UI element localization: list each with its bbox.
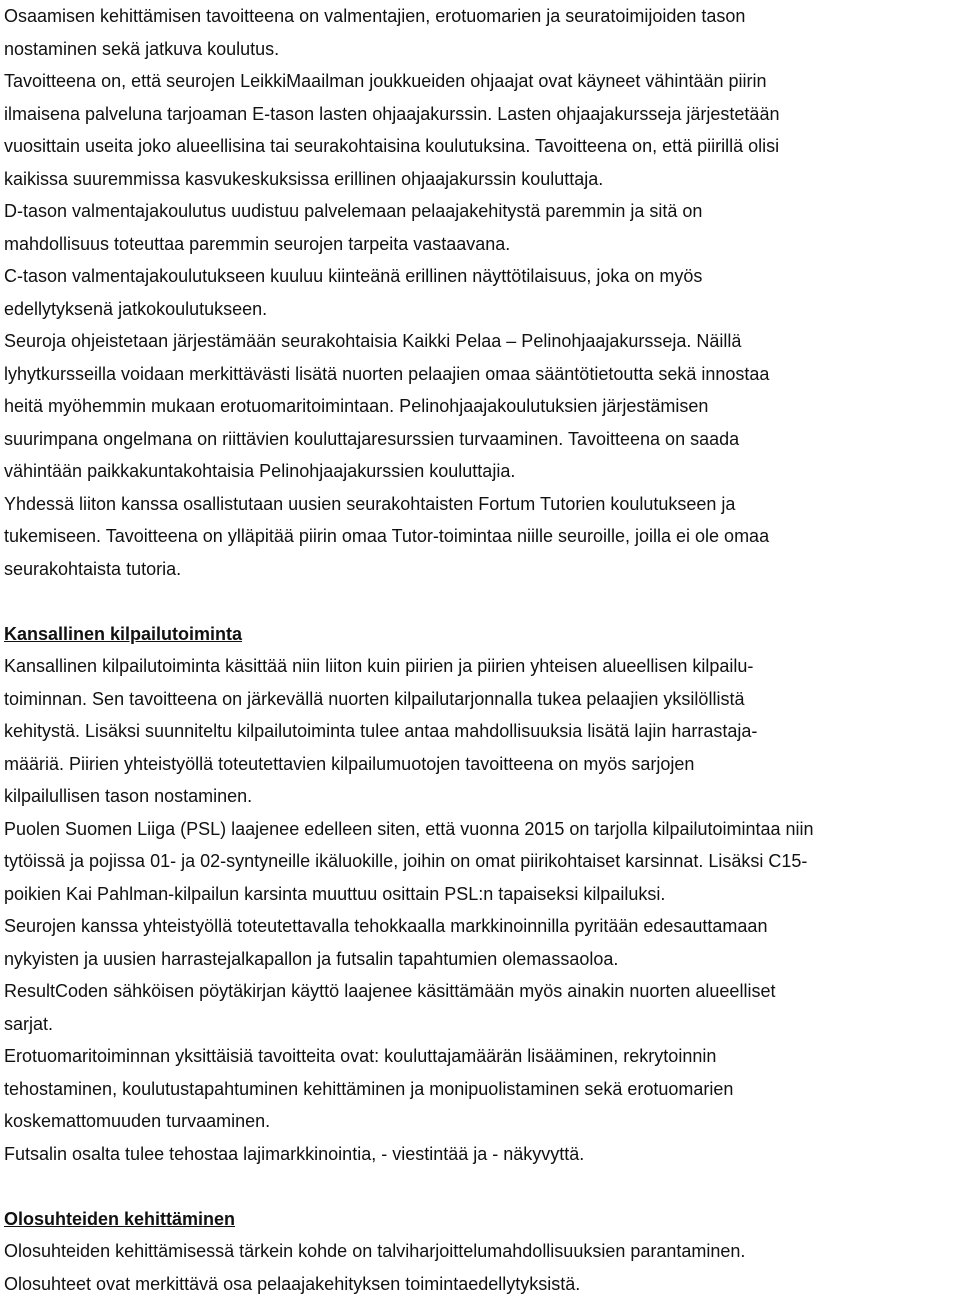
text-line: Seurojen kanssa yhteistyöllä toteutettavalla tehokkaalla markkinoinnilla pyritään edesauttamaan — [4, 910, 956, 943]
text-line: kehitystä. Lisäksi suunniteltu kilpailutoiminta tulee antaa mahdollisuuksia lisätä lajin harrastaja- — [4, 715, 956, 748]
text-line: toiminnan. Sen tavoitteena on järkevällä nuorten kilpailutarjonnalla tukea pelaajien yksilöllistä — [4, 683, 956, 716]
text-line: heitä myöhemmin mukaan erotuomaritoimintaan. Pelinohjaajakoulutuksien järjestämisen — [4, 390, 956, 423]
text-line: mahdollisuus toteuttaa paremmin seurojen tarpeita vastaavana. — [4, 228, 956, 261]
text-line: D-tason valmentajakoulutus uudistuu palvelemaan pelaajakehitystä paremmin ja sitä on — [4, 195, 956, 228]
text-line: seurakohtaista tutoria. — [4, 553, 956, 586]
text-line: Kansallinen kilpailutoiminta käsittää niin liiton kuin piirien ja piirien yhteisen alueellisen kilpailu- — [4, 650, 956, 683]
section-heading: Kansallinen kilpailutoiminta — [4, 618, 956, 651]
intro-section — [4, 0, 956, 585]
text-line: edellytyksenä jatkokoulutukseen. — [4, 293, 956, 326]
text-line: vuosittain useita joko alueellisina tai seurakohtaisina koulutuksina. Tavoitteena on, että piirillä olisi — [4, 130, 956, 163]
document-page — [4, 0, 956, 1300]
text-line: Erotuomaritoiminnan yksittäisiä tavoitteita ovat: kouluttajamäärän lisääminen, rekrytoinnin — [4, 1040, 956, 1073]
text-line: nykyisten ja uusien harrastejalkapallon ja futsalin tapahtumien olemassaoloa. — [4, 943, 956, 976]
text-line: Olosuhteiden kehittämisessä tärkein kohde on talviharjoittelumahdollisuuksien parantaminen. — [4, 1235, 956, 1268]
text-line: sarjat. — [4, 1008, 956, 1041]
competition-section — [4, 618, 956, 1171]
section-spacer — [4, 585, 956, 618]
text-line: määriä. Piirien yhteistyöllä toteutettavien kilpailumuotojen tavoitteena on myös sarjojen — [4, 748, 956, 781]
text-line: tehostaminen, koulutustapahtuminen kehittäminen ja monipuolistaminen sekä erotuomarien — [4, 1073, 956, 1106]
text-line: tytöissä ja pojissa 01- ja 02-syntyneille ikäluokille, joihin on omat piirikohtaiset karsinnat. Lisäksi C15- — [4, 845, 956, 878]
text-line: C-tason valmentajakoulutukseen kuuluu kiinteänä erillinen näyttötilaisuus, joka on myös — [4, 260, 956, 293]
text-line: poikien Kai Pahlman-kilpailun karsinta muuttuu osittain PSL:n tapaiseksi kilpailuksi. — [4, 878, 956, 911]
text-line: kilpailullisen tason nostaminen. — [4, 780, 956, 813]
text-line: Futsalin osalta tulee tehostaa lajimarkkinointia, - viestintää ja - näkyvyttä. — [4, 1138, 956, 1171]
text-line: koskemattomuuden turvaaminen. — [4, 1105, 956, 1138]
text-line: nostaminen sekä jatkuva koulutus. — [4, 33, 956, 66]
text-line: Osaamisen kehittämisen tavoitteena on valmentajien, erotuomarien ja seuratoimijoiden tason — [4, 0, 956, 33]
text-line: ilmaisena palveluna tarjoaman E-tason lasten ohjaajakurssin. Lasten ohjaajakursseja järjestetään — [4, 98, 956, 131]
facilities-section — [4, 1203, 956, 1300]
text-line: suurimpana ongelmana on riittävien kouluttajaresurssien turvaaminen. Tavoitteena on saada — [4, 423, 956, 456]
text-line: tukemiseen. Tavoitteena on ylläpitää piirin omaa Tutor-toimintaa niille seuroille, joilla ei ole omaa — [4, 520, 956, 553]
text-line: lyhytkursseilla voidaan merkittävästi lisätä nuorten pelaajien omaa sääntötietoutta sekä innostaa — [4, 358, 956, 391]
section-heading: Olosuhteiden kehittäminen — [4, 1203, 956, 1236]
text-line: Seuroja ohjeistetaan järjestämään seurakohtaisia Kaikki Pelaa – Pelinohjaajakursseja. Näillä — [4, 325, 956, 358]
text-line: Puolen Suomen Liiga (PSL) laajenee edelleen siten, että vuonna 2015 on tarjolla kilpailutoimintaa niin — [4, 813, 956, 846]
text-line: vähintään paikkakuntakohtaisia Pelinohjaajakurssien kouluttajia. — [4, 455, 956, 488]
text-line: Yhdessä liiton kanssa osallistutaan uusien seurakohtaisten Fortum Tutorien koulutukseen ja — [4, 488, 956, 521]
text-line: kaikissa suuremmissa kasvukeskuksissa erillinen ohjaajakurssin kouluttaja. — [4, 163, 956, 196]
text-line: ResultCoden sähköisen pöytäkirjan käyttö laajenee käsittämään myös ainakin nuorten alueelliset — [4, 975, 956, 1008]
text-line: Tavoitteena on, että seurojen LeikkiMaailman joukkueiden ohjaajat ovat käyneet vähintään piirin — [4, 65, 956, 98]
section-spacer — [4, 1170, 956, 1203]
text-line: Olosuhteet ovat merkittävä osa pelaajakehityksen toimintaedellytyksistä. — [4, 1268, 956, 1300]
